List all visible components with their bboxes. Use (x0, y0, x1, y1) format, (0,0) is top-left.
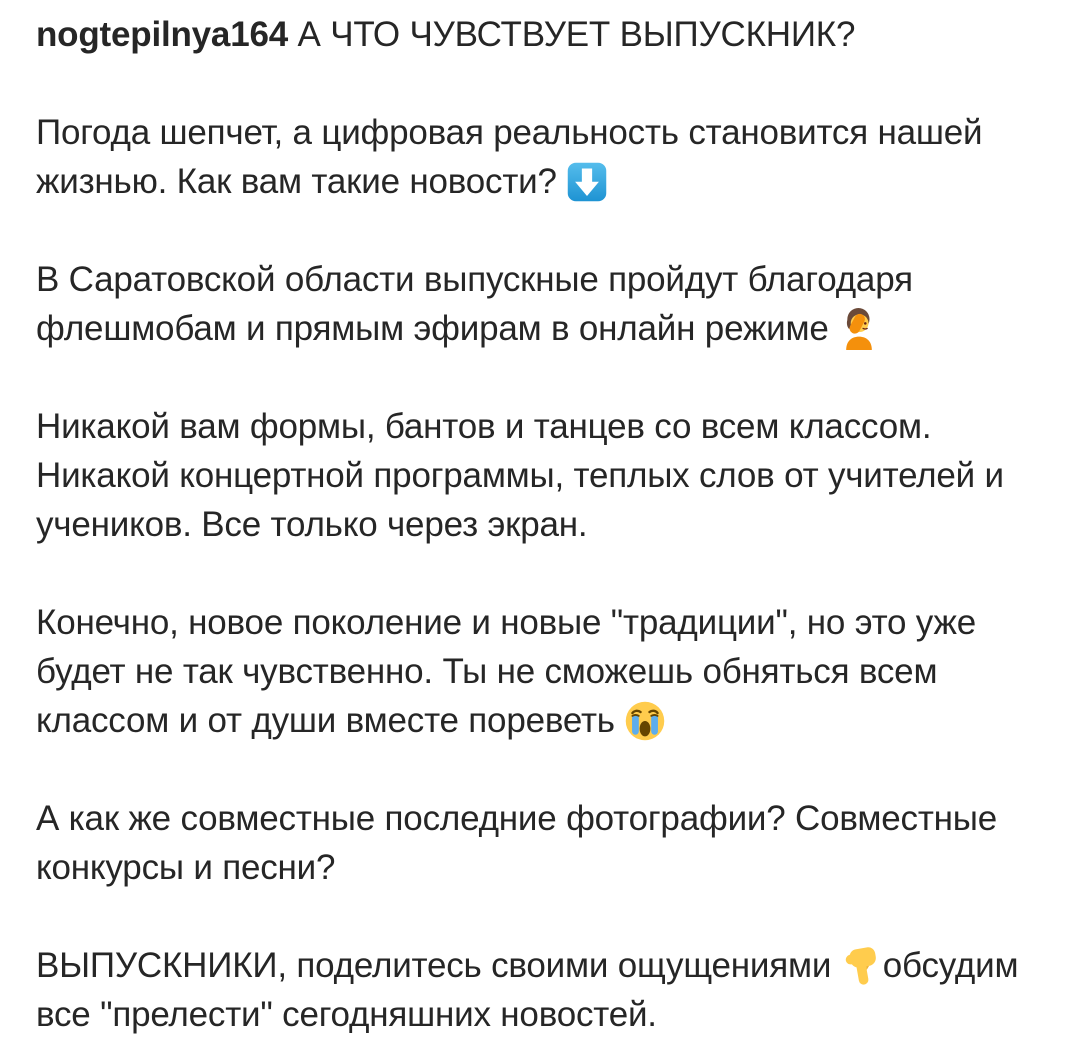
caption-text: ВЫПУСКНИКИ, поделитесь своими ощущениями (36, 946, 841, 985)
caption-paragraph (36, 10, 1042, 59)
username-link[interactable]: nogtepilnya164 (36, 15, 288, 54)
caption-text: А как же совместные последние фотографии? Совместные конкурсы и песни? (36, 799, 998, 887)
caption-text: В Саратовской области выпускные пройдут благодаря флешмобам и прямым эфирам в онлайн режиме (36, 260, 913, 348)
caption-paragraph (36, 941, 1042, 1039)
loudly-crying-face-emoji (624, 700, 666, 742)
caption-text: А ЧТО ЧУВСТВУЕТ ВЫПУСКНИК? (288, 15, 856, 54)
caption-paragraph (36, 108, 1042, 206)
caption-text: обсудим все "прелести" сегодняшних новостей. (36, 946, 1019, 1034)
caption-paragraph (36, 402, 1042, 549)
caption-text: Погода шепчет, а цифровая реальность становится нашей жизнью. Как вам такие новости? (36, 113, 983, 201)
down-arrow-emoji (566, 161, 608, 203)
caption-paragraph (36, 598, 1042, 745)
caption-paragraph (36, 255, 1042, 353)
person-facepalming-emoji (838, 308, 880, 350)
caption-paragraph (36, 794, 1042, 892)
caption-text: Никакой вам формы, бантов и танцев со всем классом. Никакой концертной программы, теплых слов от учителей и учеников. Все только через экран. (36, 407, 1004, 544)
backhand-index-pointing-down-emoji (841, 945, 883, 987)
caption-text: Конечно, новое поколение и новые "традиции", но это уже будет не так чувственно. Ты не сможешь обняться всем классом и от души вместе пореветь (36, 603, 976, 740)
